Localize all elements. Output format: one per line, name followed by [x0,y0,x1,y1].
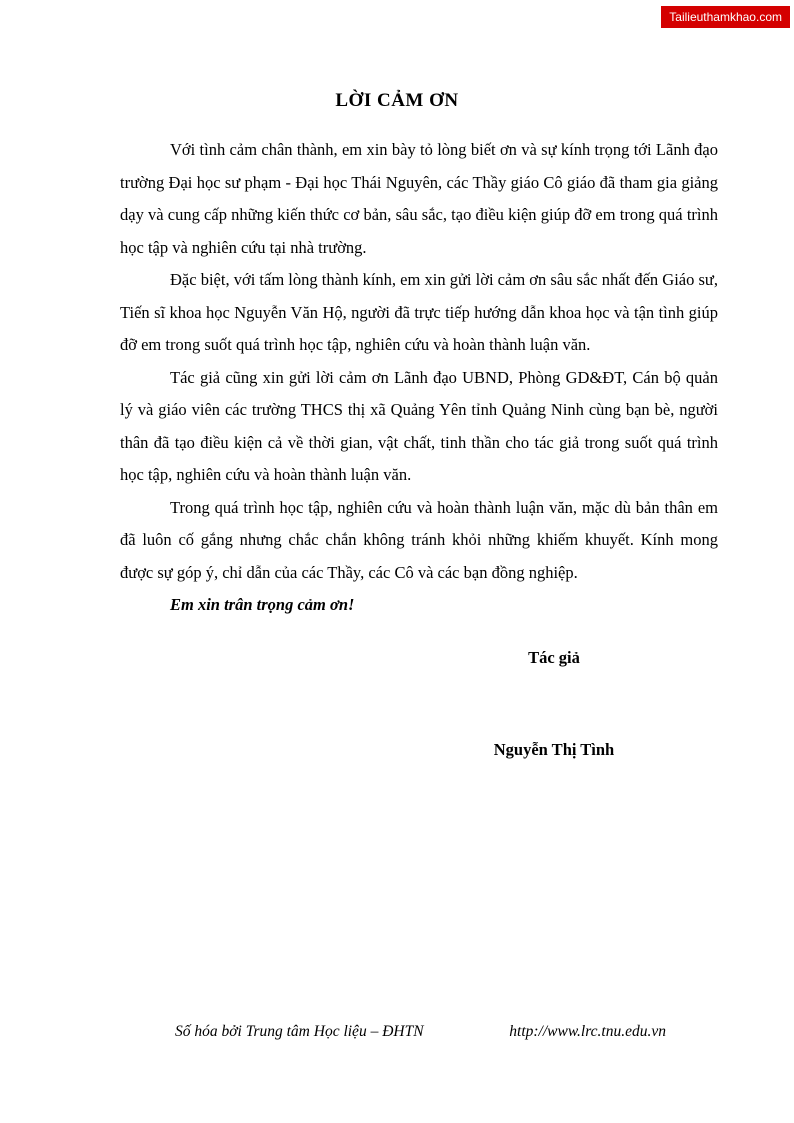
signature-role: Tác giả [528,647,580,667]
page-title: LỜI CẢM ƠN [335,90,459,111]
watermark-link[interactable]: Tailieuthamkhao.com [661,6,790,28]
paragraph-3: Tác giả cũng xin gửi lời cảm ơn Lãnh đạo UBND, Phòng GD&ĐT, Cán bộ quản lý và giáo viên các trường THCS thị xã Quảng Yên tỉnh Quảng Ninh cùng bạn bè, người thân đã tạo điều kiện cả về thời gian, vật chất, tinh thần cho tác giả trong suốt quá trình học tập, nghiên cứu và hoàn thành luận văn. [120,367,718,484]
footer-url: http://www.lrc.tnu.edu.vn [509,1023,666,1040]
page-footer [0,1023,794,1041]
closing-statement: Em xin trân trọng cảm ơn! [170,595,355,614]
document-body [120,134,718,589]
paragraph-4: Trong quá trình học tập, nghiên cứu và hoàn thành luận văn, mặc dù bản thân em đã luôn cố gắng nhưng chắc chắn không tránh khỏi những khiếm khuyết. Kính mong được sự góp ý, chỉ dẫn của các Thầy, các Cô và các bạn đồng nghiệp. [120,497,718,582]
signature-block [414,648,694,760]
signature-name: Nguyễn Thị Tình [493,739,615,759]
paragraph-1: Với tình cảm chân thành, em xin bày tỏ lòng biết ơn và sự kính trọng tới Lãnh đạo trường Đại học sư phạm - Đại học Thái Nguyên, các Thầy giáo Cô giáo đã tham gia giảng dạy và cung cấp những kiến thức cơ bản, sâu sắc, tạo điều kiện giúp đỡ em trong quá trình học tập và nghiên cứu tại nhà trường. [120,140,718,257]
footer-digitized-by: Số hóa bởi Trung tâm Học liệu – ĐHTN [175,1023,424,1040]
paragraph-2: Đặc biệt, với tấm lòng thành kính, em xin gửi lời cảm ơn sâu sắc nhất đến Giáo sư, Tiến sĩ khoa học Nguyễn Văn Hộ, người đã trực tiếp hướng dẫn khoa học và tận tình giúp đỡ em trong suốt quá trình học tập, nghiên cứu và hoàn thành luận văn. [120,270,718,354]
